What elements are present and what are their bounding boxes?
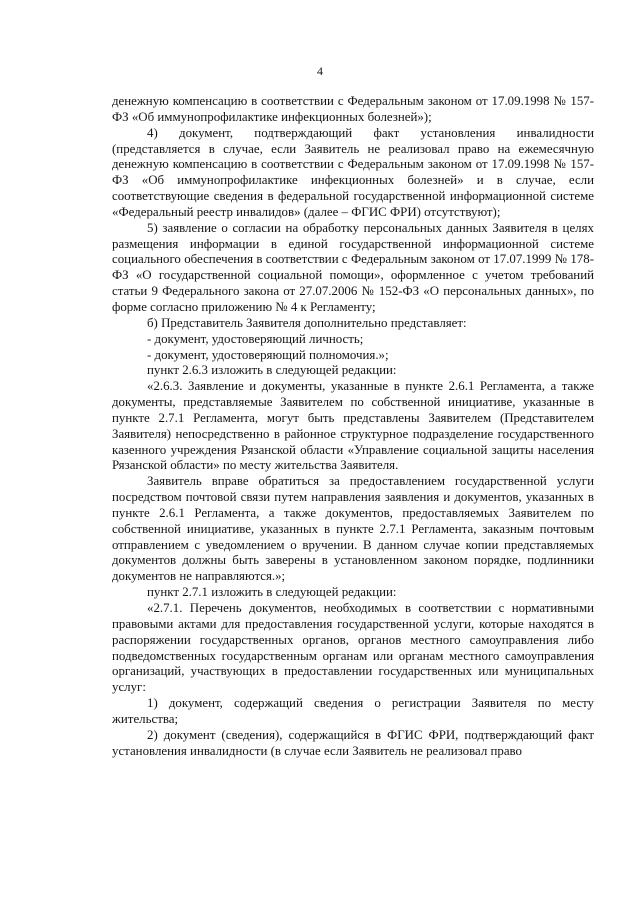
paragraph: «2.6.3. Заявление и документы, указанные в пункте 2.6.1 Регламента, а также документы, представляемые Заявителем по собственной инициативе, указанные в пункте 2.7.1 Регламента, могут быть представлены Заявителем (Представителем Заявителя) непосредственно в районное структурное подразделение государственного казенного учреждения Рязанской области «Управление социальной защиты населения Рязанской области» по месту жительства Заявителя. <box>112 379 594 473</box>
paragraph: «2.7.1. Перечень документов, необходимых в соответствии с нормативными правовыми актами для предоставления государственной услуги, которые находятся в распоряжении государственных органов, органов местного самоуправления либо подведомственных государственным органам или органам местного самоуправления организаций, участвующих в предоставлении государственных или муниципальных услуг: <box>112 601 594 695</box>
paragraph: пункт 2.7.1 изложить в следующей редакции: <box>147 585 397 600</box>
paragraph: б) Представитель Заявителя дополнительно представляет: <box>147 315 467 330</box>
document-body <box>112 94 594 759</box>
paragraph: 1) документ, содержащий сведения о регистрации Заявителя по месту жительства; <box>112 696 594 726</box>
paragraph: денежную компенсацию в соответствии с Федеральным законом от 17.09.1998 № 157-ФЗ «Об иммунопрофилактике инфекционных болезней»); <box>112 94 594 124</box>
paragraph: - документ, удостоверяющий личность; <box>147 331 364 346</box>
paragraph: Заявитель вправе обратиться за предоставлением государственной услуги посредством почтовой связи путем направления заявления и документов, указанных в пункте 2.6.1 Регламента, а также документов, предоставляемых Заявителем по собственной инициативе, указанных в пункте 2.7.1 Регламента, заказным почтовым отправлением с уведомлением о вручении. В данном случае копии представляемых документов должны быть заверены в установленном законом порядке, подлинники документов не направляются.»; <box>112 474 594 584</box>
paragraph: 5) заявление о согласии на обработку персональных данных Заявителя в целях размещения информации в единой государственной информационной системе социального обеспечения в соответствии с Федеральным законом от 17.07.1999 № 178-ФЗ «О государственной социальной помощи», оформленное с учетом требований статьи 9 Федерального закона от 27.07.2006 № 152-ФЗ «О персональных данных», по форме согласно приложению № 4 к Регламенту; <box>112 220 594 314</box>
page-number: 4 <box>317 64 323 78</box>
paragraph: 4) документ, подтверждающий факт установления инвалидности (представляется в случае, если Заявитель не реализовал право на ежемесячную денежную компенсацию в соответствии с Федеральным законом от 17.09.1998 № 157-ФЗ «Об иммунопрофилактике инфекционных болезней» и в случае, если соответствующие сведения в федеральной государственной информационной системе «Федеральный реестр инвалидов» (далее – ФГИС ФРИ) отсутствуют); <box>112 125 594 219</box>
paragraph: - документ, удостоверяющий полномочия.»; <box>147 347 389 362</box>
paragraph: пункт 2.6.3 изложить в следующей редакции: <box>147 363 397 378</box>
paragraph: 2) документ (сведения), содержащийся в ФГИС ФРИ, подтверждающий факт установления инвалидности (в случае если Заявитель не реализовал право <box>112 727 594 758</box>
